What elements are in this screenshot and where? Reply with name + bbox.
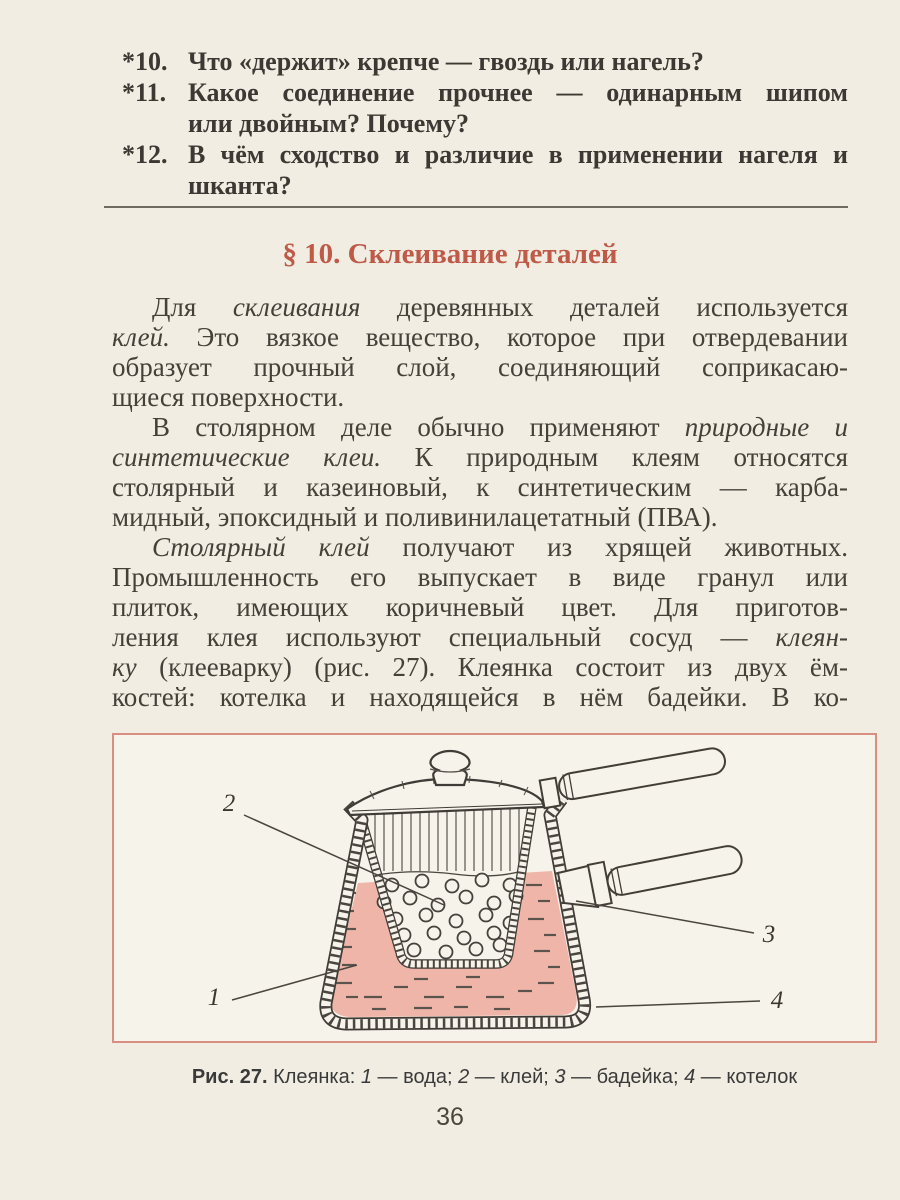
question-line: или двойным? Почему? [188, 109, 469, 138]
leader-line-4 [596, 1001, 760, 1007]
figure-label-water: 1 [207, 984, 221, 1011]
figure-illustration [114, 735, 875, 1041]
figure-label-glue: 2 [222, 790, 236, 817]
text-line [112, 532, 848, 562]
lid-handle [539, 746, 727, 808]
caption-run: Клеянка: [267, 1066, 361, 1088]
text-line [112, 472, 848, 502]
text-line [112, 352, 848, 382]
text-run: ления клея используют специальный сосуд — [112, 622, 776, 652]
text-run: (клееварку) (рис. 27). Клеянка состоит из двух ём- [136, 652, 848, 682]
caption-run: 2 [458, 1066, 470, 1088]
question-number: *10. [122, 47, 168, 76]
question-item [122, 139, 848, 201]
question-number: *12. [122, 140, 168, 169]
question-line: Что «держит» крепче — гвоздь или нагель? [188, 47, 704, 76]
text-run: Это вязкое вещество, которое при отвердевании [169, 322, 848, 352]
caption-run: — вода; [371, 1066, 459, 1088]
lid [347, 751, 544, 815]
text-run: образует прочный слой, соединяющий соприкасаю- [112, 352, 848, 382]
question-line: Какое соединение прочнее — одинарным шипом [188, 78, 848, 107]
paragraph [112, 292, 848, 412]
text-run: плиток, имеющих коричневый цвет. Для приготов- [112, 592, 848, 622]
text-line [112, 292, 848, 322]
caption-run: Рис. 27. [191, 1066, 268, 1088]
paragraph [112, 412, 848, 532]
lid-knob [430, 751, 469, 785]
question-line: шканта? [188, 171, 292, 200]
text-run: склеивания [232, 292, 361, 322]
text-run: Столярный клей [152, 532, 370, 562]
figure-label-kotelok: 4 [770, 987, 784, 1014]
questions-list [122, 46, 848, 201]
question-text [188, 46, 848, 77]
paragraph [112, 532, 848, 712]
rule-divider [104, 206, 848, 208]
caption-run: 4 [684, 1066, 696, 1088]
text-run: Для [152, 292, 233, 322]
question-item [122, 77, 848, 139]
text-run: клей. [112, 322, 170, 352]
question-item [122, 46, 848, 77]
text-run: клеян- [775, 622, 848, 652]
text-run: столярный и казеиновый, к синтетическим — карба- [112, 472, 848, 502]
text-run: костей: котелка и находящейся в нём бадейки. В ко- [112, 682, 848, 712]
question-line: В чём сходство и различие в применении нагеля и [188, 140, 848, 169]
caption-run: — клей; [469, 1066, 555, 1088]
text-run: природные и [684, 412, 848, 442]
caption-run: 1 [360, 1066, 372, 1088]
question-number: *11. [122, 78, 167, 107]
text-run: К природным клеям относятся [381, 442, 848, 472]
question-text [188, 139, 848, 201]
question-text [188, 77, 848, 139]
caption-run: 3 [554, 1066, 566, 1088]
figure-label-badeika: 3 [762, 921, 776, 948]
text-line [112, 562, 848, 592]
text-line [112, 382, 848, 412]
text-run: Промышленность его выпускает в виде гранул или [112, 562, 848, 592]
text-line [112, 442, 848, 472]
caption-run: — котелок [695, 1066, 798, 1088]
page-number: 36 [436, 1103, 464, 1131]
text-line [112, 322, 848, 352]
text-run: синтетические клеи. [112, 442, 382, 472]
text-line [112, 652, 848, 682]
body-text [112, 292, 848, 712]
leader-line-3 [576, 901, 754, 933]
text-run: деревянных деталей используется [360, 292, 848, 322]
text-line [112, 502, 848, 532]
text-run: щиеся поверхности. [112, 382, 345, 412]
text-line [112, 592, 848, 622]
text-run: В столярном деле обычно применяют [152, 412, 685, 442]
caption-run: — бадейка; [565, 1066, 685, 1088]
text-run: мидный, эпоксидный и поливинилацетатный (ПВА). [112, 502, 718, 532]
figure-box [112, 733, 877, 1043]
text-line [112, 622, 848, 652]
pot-handle [558, 836, 745, 907]
section-heading: § 10. Склеивание деталей [282, 238, 618, 270]
text-run: ку [112, 652, 137, 682]
figure-caption [112, 1066, 877, 1089]
text-line [112, 412, 848, 442]
text-line [112, 682, 848, 712]
text-run: получают из хрящей животных. [369, 532, 848, 562]
